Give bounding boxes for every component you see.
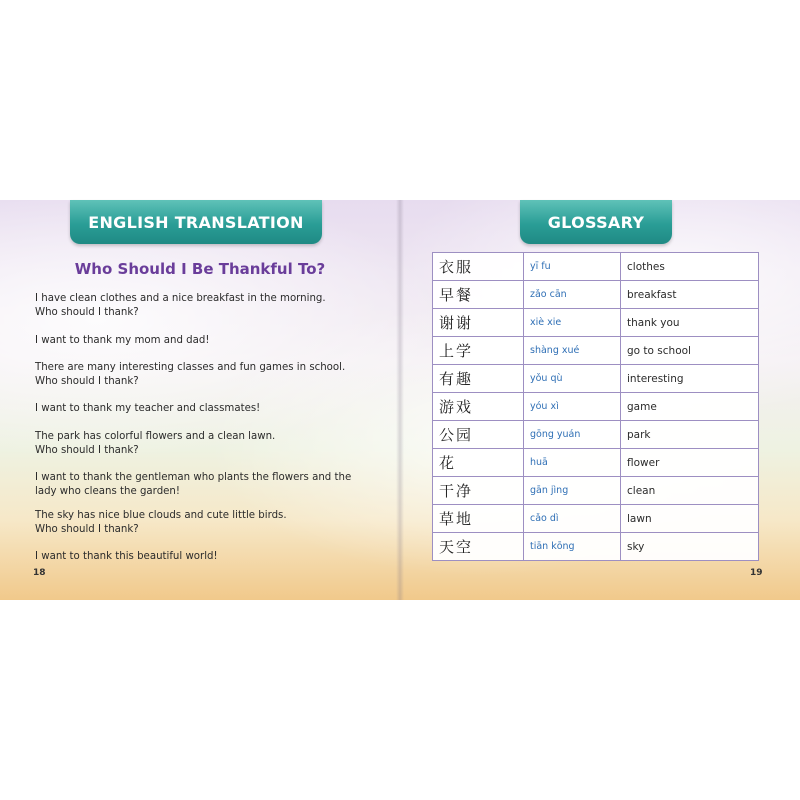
glossary-pinyin: yī fu	[524, 253, 621, 281]
glossary-english: game	[621, 393, 759, 421]
paragraph-line: I want to thank this beautiful world!	[35, 551, 218, 562]
paragraph-line: lady who cleans the garden!	[35, 486, 180, 497]
paragraph-8	[35, 550, 375, 564]
glossary-row	[433, 365, 759, 393]
paragraph-line: Who should I thank?	[35, 445, 139, 456]
glossary-hanzi: 早餐	[433, 281, 524, 309]
english-translation-banner	[70, 200, 322, 244]
glossary-row	[433, 505, 759, 533]
glossary-hanzi: 花	[433, 449, 524, 477]
paragraph-2	[35, 334, 375, 348]
paragraph-line: Who should I thank?	[35, 307, 139, 318]
glossary-pinyin: tiān kōng	[524, 533, 621, 561]
glossary-row	[433, 309, 759, 337]
glossary-table	[432, 252, 759, 561]
glossary-row	[433, 393, 759, 421]
page-number-right: 19	[750, 568, 763, 578]
glossary-pinyin: gān jìng	[524, 477, 621, 505]
glossary-row	[433, 477, 759, 505]
glossary-row	[433, 533, 759, 561]
glossary-pinyin: yóu xì	[524, 393, 621, 421]
glossary-pinyin: zǎo cān	[524, 281, 621, 309]
paragraph-3	[35, 361, 375, 389]
page-number-left: 18	[33, 568, 46, 578]
glossary-body	[433, 253, 759, 561]
paragraph-7	[35, 509, 375, 537]
paragraph-line: I have clean clothes and a nice breakfast in the morning.	[35, 293, 326, 304]
glossary-hanzi: 游戏	[433, 393, 524, 421]
book-spine	[396, 200, 404, 600]
paragraph-line: Who should I thank?	[35, 376, 139, 387]
glossary-english: clothes	[621, 253, 759, 281]
glossary-row	[433, 337, 759, 365]
glossary-english: lawn	[621, 505, 759, 533]
glossary-hanzi: 公园	[433, 421, 524, 449]
glossary-row	[433, 253, 759, 281]
paragraph-1	[35, 292, 375, 320]
glossary-english: breakfast	[621, 281, 759, 309]
glossary-hanzi: 谢谢	[433, 309, 524, 337]
glossary-row	[433, 421, 759, 449]
glossary-hanzi: 上学	[433, 337, 524, 365]
glossary-pinyin: xiè xie	[524, 309, 621, 337]
glossary-pinyin: cǎo dì	[524, 505, 621, 533]
story-title: Who Should I Be Thankful To?	[74, 260, 326, 278]
glossary-row	[433, 281, 759, 309]
banner-label: GLOSSARY	[547, 212, 645, 232]
paragraph-4	[35, 402, 375, 416]
glossary-english: sky	[621, 533, 759, 561]
glossary-english: interesting	[621, 365, 759, 393]
glossary-pinyin: huā	[524, 449, 621, 477]
glossary-pinyin: gōng yuán	[524, 421, 621, 449]
paragraph-line: I want to thank my mom and dad!	[35, 335, 210, 346]
glossary-english: park	[621, 421, 759, 449]
paragraph-6	[35, 471, 375, 499]
paragraph-line: Who should I thank?	[35, 524, 139, 535]
banner-label: ENGLISH TRANSLATION	[88, 212, 304, 232]
glossary-hanzi: 干净	[433, 477, 524, 505]
glossary-hanzi: 有趣	[433, 365, 524, 393]
glossary-banner	[520, 200, 672, 244]
paragraph-line: The sky has nice blue clouds and cute little birds.	[35, 510, 287, 521]
paragraph-line: I want to thank my teacher and classmates!	[35, 403, 261, 414]
paragraph-5	[35, 430, 375, 458]
glossary-hanzi: 衣服	[433, 253, 524, 281]
glossary-pinyin: yǒu qù	[524, 365, 621, 393]
paragraph-line: I want to thank the gentleman who plants the flowers and the	[35, 472, 352, 483]
glossary-hanzi: 草地	[433, 505, 524, 533]
glossary-english: clean	[621, 477, 759, 505]
glossary-english: go to school	[621, 337, 759, 365]
glossary-pinyin: shàng xué	[524, 337, 621, 365]
book-spread	[0, 200, 800, 600]
glossary-row	[433, 449, 759, 477]
paragraph-line: The park has colorful flowers and a clean lawn.	[35, 431, 276, 442]
glossary-english: thank you	[621, 309, 759, 337]
glossary-english: flower	[621, 449, 759, 477]
glossary-hanzi: 天空	[433, 533, 524, 561]
paragraph-line: There are many interesting classes and fun games in school.	[35, 362, 346, 373]
